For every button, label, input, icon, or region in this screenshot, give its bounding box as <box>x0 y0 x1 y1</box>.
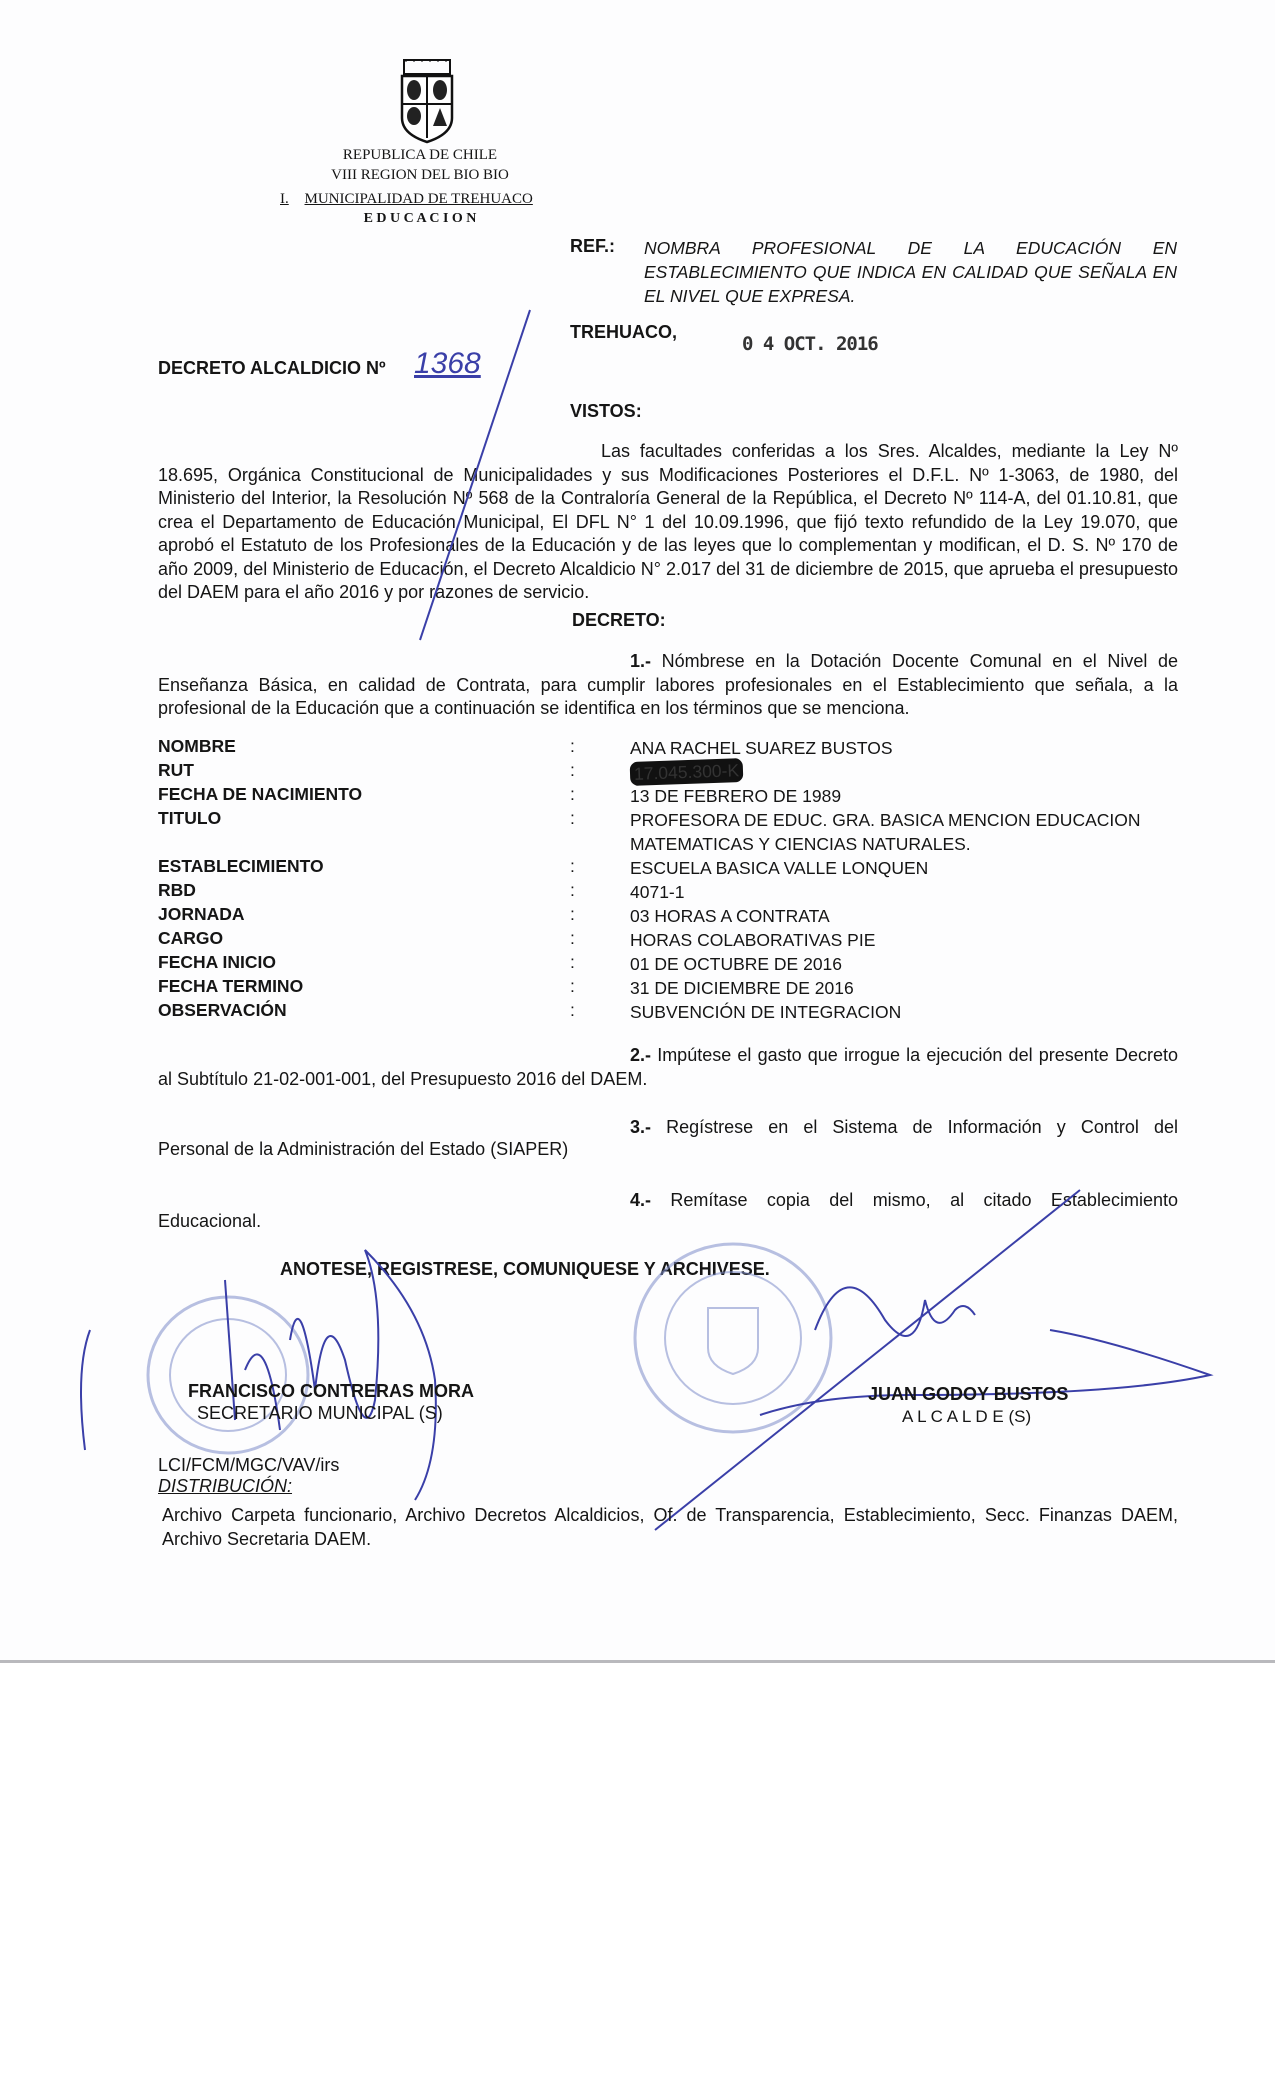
initials: LCI/FCM/MGC/VAV/irs <box>158 1455 340 1475</box>
header-republic: REPUBLICA DE CHILE <box>342 147 498 163</box>
field-label: ESTABLECIMIENTO <box>158 856 324 876</box>
field-value: 13 DE FEBRERO DE 1989 <box>630 786 842 806</box>
field-label: NOMBRE <box>158 736 236 756</box>
item-3-continued: Personal de la Administración del Estado (SIAPER) <box>158 1139 569 1159</box>
field-label: FECHA DE NACIMIENTO <box>158 784 363 804</box>
place: TREHUACO, <box>570 322 677 342</box>
item-4-number: 4.- <box>630 1190 652 1210</box>
mayor-name: JUAN GODOY BUSTOS <box>868 1384 1069 1404</box>
field-colon: : <box>570 952 575 972</box>
field-label: FECHA INICIO <box>158 952 276 972</box>
field-colon: : <box>570 856 575 876</box>
field-label: RBD <box>158 880 196 900</box>
field-value: PROFESORA DE EDUC. GRA. BASICA MENCION EDUCACION MATEMATICAS Y CIENCIAS NATURALES. <box>630 810 1141 854</box>
field-label: JORNADA <box>158 904 245 924</box>
decreto-title: DECRETO: <box>572 610 666 630</box>
ref-label: REF.: <box>570 236 615 256</box>
field-label: TITULO <box>158 808 222 828</box>
distribution-text: Archivo Carpeta funcionario, Archivo Decretos Alcaldicios, Of. de Transparencia, Establecimiento, Secc. Finanzas DAEM, Archivo Secretaria DAEM. <box>162 1505 1178 1549</box>
item-3-text: Regístrese en el Sistema de Información y Control del <box>666 1117 1178 1137</box>
field-value: ANA RACHEL SUAREZ BUSTOS <box>630 738 893 758</box>
field-colon: : <box>570 784 575 804</box>
vistos-text: Las facultades conferidas a los Sres. Alcaldes, mediante la Ley Nº 18.695, Orgánica Constitucional de Municipalidades y sus Modificaciones Posteriores el D.F.L. Nº 1-3063, de 1980, del Ministerio del Interior, la Resolución Nº 568 de la Contraloría General de la República, el Decreto Nº 114-A, del 01.10.81, que crea el Departamento de Educación Municipal, El DFL N° 1 del 10.09.1996, que fijó texto refundido de la Ley 19.070, que aprobó el Estatuto de los Profesionales de la Educación y de las leyes que lo complementan y modifican, el D. S. Nº 170 de año 2009, del Ministerio de Educación, el Decreto Alcaldicio N° 2.017 del 31 de diciembre de 2015, que aprueba el presupuesto del DAEM para el año 2016 y por razones de servicio. <box>158 441 1178 602</box>
field-value: 31 DE DICIEMBRE DE 2016 <box>630 978 854 998</box>
field-label: CARGO <box>158 928 224 948</box>
header-region: VIII REGION DEL BIO BIO <box>331 167 509 183</box>
field-value: SUBVENCIÓN DE INTEGRACION <box>630 1002 902 1022</box>
field-colon: : <box>570 736 575 756</box>
field-value: 01 DE OCTUBRE DE 2016 <box>630 954 843 974</box>
vistos-title: VISTOS: <box>570 401 642 421</box>
field-colon: : <box>570 976 575 996</box>
item-1-number: 1.- <box>630 651 652 671</box>
secretary-name: FRANCISCO CONTRERAS MORA <box>188 1381 474 1401</box>
date-stamp: 0 4 OCT. 2016 <box>742 333 878 355</box>
field-colon: : <box>570 808 575 828</box>
field-value: ESCUELA BASICA VALLE LONQUEN <box>630 858 929 878</box>
header-department: E D U C A C I O N <box>363 211 477 226</box>
item-2-number: 2.- <box>630 1045 652 1065</box>
mayor-signature <box>655 1190 1210 1530</box>
field-colon: : <box>570 928 575 948</box>
item-4-continued: Educacional. <box>158 1211 262 1231</box>
field-colon: : <box>570 1000 575 1020</box>
secretary-role: SECRETARIO MUNICIPAL (S) <box>197 1403 443 1423</box>
field-value: 03 HORAS A CONTRATA <box>630 906 830 926</box>
field-label: RUT <box>158 760 194 780</box>
item-3-number: 3.- <box>630 1117 652 1137</box>
closing-formula: ANOTESE, REGISTRESE, COMUNIQUESE Y ARCHIVESE. <box>280 1259 770 1279</box>
header-municipality-name: MUNICIPALIDAD DE TREHUACO <box>304 191 533 207</box>
field-value-redacted: 17.045.300-K <box>630 758 744 786</box>
field-colon: : <box>570 904 575 924</box>
item-1-text: Nómbrese en la Dotación Docente Comunal en el Nivel de Enseñanza Básica, en calidad de Contrata, para cumplir labores profesionales en el Establecimiento que señala, a la profesional de la Educación que a continuación se identifica en los términos que se menciona. <box>158 651 1178 718</box>
mayor-role: A L C A L D E (S) <box>902 1407 1032 1426</box>
decree-number-label: DECRETO ALCALDICIO Nº <box>158 358 386 378</box>
field-colon: : <box>570 760 575 780</box>
field-label: OBSERVACIÓN <box>158 1000 287 1020</box>
header-prefix: I. <box>280 191 289 207</box>
distribution-title: DISTRIBUCIÓN: <box>158 1476 293 1496</box>
item-2-text: Impútese el gasto que irrogue la ejecución del presente Decreto al Subtítulo 21-02-001-001, del Presupuesto 2016 del DAEM. <box>158 1045 1178 1089</box>
initial-stroke <box>420 310 530 640</box>
decree-number: 1368 <box>414 347 481 380</box>
ref-text: NOMBRA PROFESIONAL DE LA EDUCACIÓN EN ESTABLECIMIENTO QUE INDICA EN CALIDAD QUE SEÑALA EN EL NIVEL QUE EXPRESA. <box>644 238 1177 306</box>
item-4-text: Remítase copia del mismo, al citado Establecimiento <box>670 1190 1178 1210</box>
field-value: 4071-1 <box>630 882 685 902</box>
field-value: HORAS COLABORATIVAS PIE <box>630 930 876 950</box>
field-colon: : <box>570 880 575 900</box>
field-label: FECHA TERMINO <box>158 976 304 996</box>
